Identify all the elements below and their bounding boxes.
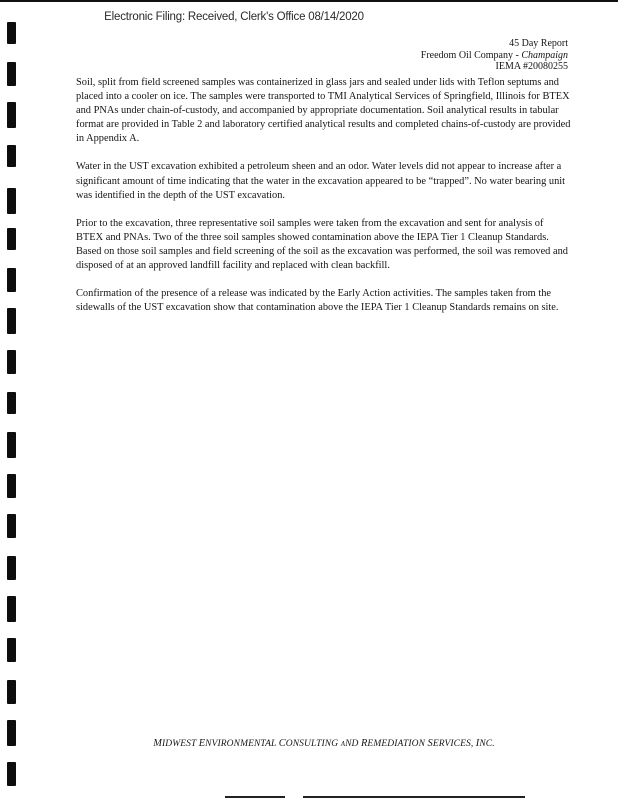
site-location: Champaign (521, 49, 568, 61)
company-name: Freedom Oil Company (420, 49, 513, 61)
footer-text: MIDWEST ENVIRONMENTAL CONSULTING aND REMEDIATION SERVICES, INC. (153, 738, 495, 749)
paragraph-groundwater: Water in the UST excavation exhibited a petroleum sheen and an odor. Water levels did not appear to increase after a significant amount of time indicating that the water in the excavation appeared to be “trapped”. No water bearing unit was identified in the depth of the UST excavation. (76, 161, 566, 201)
punch-mark (7, 62, 16, 86)
punch-mark (7, 145, 16, 167)
company-footer (0, 738, 618, 749)
punch-hole-strip (0, 0, 22, 800)
punch-mark (7, 474, 16, 498)
punch-mark (7, 638, 16, 662)
scan-mark (225, 796, 285, 798)
punch-mark (7, 514, 16, 538)
punch-mark (7, 188, 16, 214)
punch-mark (7, 228, 16, 250)
punch-mark (7, 268, 16, 292)
report-header (421, 38, 568, 73)
punch-mark (7, 596, 16, 622)
punch-mark (7, 350, 16, 374)
scan-mark (303, 796, 525, 798)
top-rule (0, 0, 618, 2)
punch-mark (7, 392, 16, 414)
header-separator: - (512, 49, 522, 61)
bottom-scan-marks (225, 796, 525, 798)
punch-mark (7, 308, 16, 334)
punch-mark (7, 22, 16, 44)
report-body (76, 76, 572, 329)
punch-mark (7, 762, 16, 786)
report-client (421, 50, 568, 62)
paragraph-pre-excavation: Prior to the excavation, three representative soil samples were taken from the excavation and sent for analysis of BTEX and PNAs. Two of the three soil samples showed contamination above the IEPA Tier 1 Cleanup Standards. Based on those soil samples and field screening of the soil as the excavation was performed, the soil was removed and disposed of at an approved landfill facility and replaced with clean backfill. (76, 217, 568, 272)
punch-mark (7, 680, 16, 704)
punch-mark (7, 556, 16, 580)
report-title: 45 Day Report (509, 38, 568, 49)
paragraph-confirmation: Confirmation of the presence of a release was indicated by the Early Action activities. The samples taken from the sidewalls of the UST excavation show that contamination above the IEPA Tier 1 Cleanup Standards remains on site. (76, 288, 559, 314)
filing-stamp: Electronic Filing: Received, Clerk's Office 08/14/2020 (104, 11, 364, 23)
incident-number: IEMA #20080255 (495, 61, 568, 72)
punch-mark (7, 102, 16, 128)
paragraph-soil-samples: Soil, split from field screened samples was containerized in glass jars and sealed under lids with Teflon septums and placed into a cooler on ice. The samples were transported to TMI Analytical Services of Springfield, Illinois for BTEX and PNAs under chain-of-custody, and accompanied by appropriate documentation. Soil analytical results in tabular format are provided in Table 2 and laboratory certified analytical results and completed chains-of-custody are provided in Appendix A. (76, 77, 571, 145)
punch-mark (7, 432, 16, 458)
